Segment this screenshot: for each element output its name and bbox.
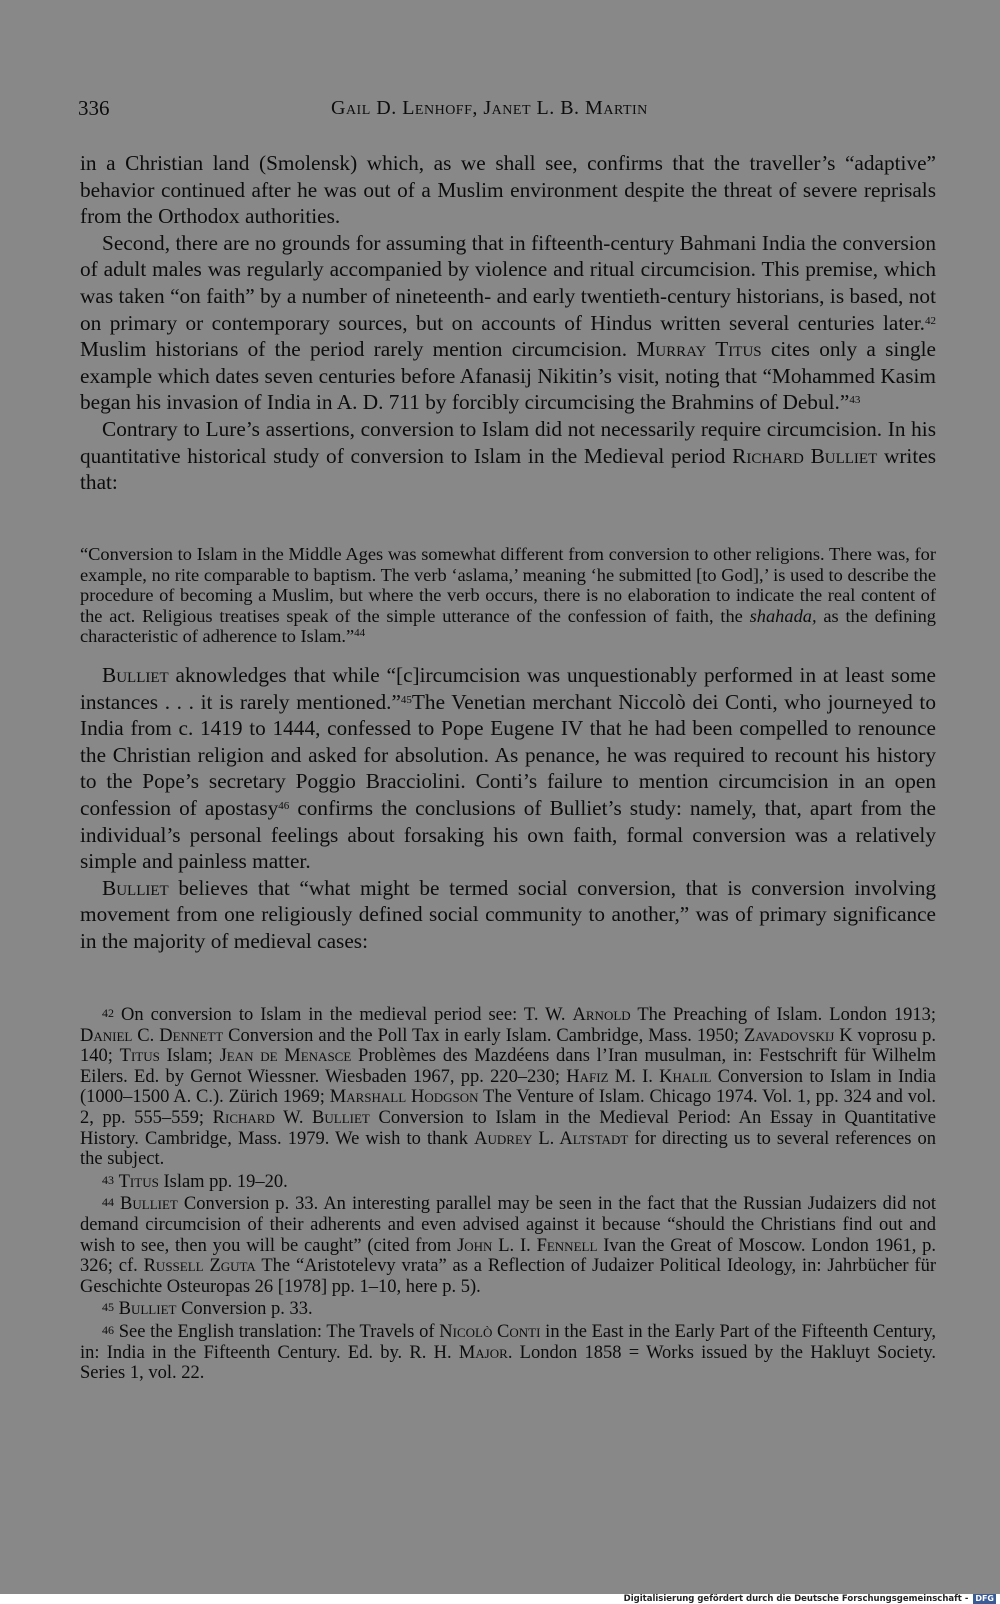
footnote-42 [80,1003,936,1170]
author-name: John L. I. Fennell [457,1235,598,1256]
paragraph-3-text-b: writes that: [80,443,936,495]
paragraph-2 [80,230,936,416]
paragraph-3 [80,416,936,496]
footnote-text: Ivan the Great of Moscow. London 1961, p. 326; cf. [80,1235,937,1277]
author-name: Audrey L. Altstadt [474,1128,629,1149]
footnote-43 [80,1170,936,1193]
footnote-text: See the English translation: The Travels of [114,1321,440,1342]
footnote-45 [80,1297,936,1320]
author-name: Murray Titus [636,337,762,362]
author-name: Arnold [572,1005,631,1025]
footnote-text: in the East in the Early Part of the Fifteenth Century, in: India in the Fifteenth Century. Ed. by. R. H. [80,1321,937,1363]
footnote-text: On conversion to Islam in the medieval period see: T. W. [114,1005,573,1025]
body-block-top [80,150,936,496]
paragraph-3-text-a: Contrary to Lure’s assertions, conversion to Islam did not necessarily require circumcision. In his quantitative historical study of conversion to Islam in the Medieval period [80,416,936,468]
footnote-44 [80,1192,936,1297]
paragraph-4 [80,662,936,875]
paragraph-1 [80,150,936,230]
footnotes [80,1003,936,1384]
footnote-number: 42 [102,1006,114,1020]
author-name: Titus [118,1171,159,1192]
author-name: Jean de Menasce [219,1046,352,1067]
author-name: Richard Bulliet [732,443,878,468]
paragraph-4-text-b: The Venetian merchant Niccolò dei Conti, who journeyed to India from c. 1419 to 1444, confessed to Pope Eugene IV that he had been compelled to renounce the Christian religion and asked for absolution. As penance, he was required to recount his history to the Pope’s secretary Poggio Bracciolini. Conti’s failure to mention circumcision in an open confession of apostasy [80,689,936,820]
quote-italic-term: shahada, [749,605,817,626]
running-head: Gail D. Lenhoff, Janet L. B. Martin [331,97,648,119]
footnote-text: K voprosu p. 140; [80,1025,936,1067]
footnote-46 [80,1320,936,1384]
footnote-number: 44 [102,1195,114,1210]
author-name: Bulliet [102,663,169,687]
author-name: Nicolò Conti [439,1321,541,1342]
footnote-number: 46 [102,1322,114,1337]
footnote-text: Conversion to Islam in the Medieval Period: An Essay in Quantitative History. Cambridge, Mass. 1979. We wish to thank [80,1107,937,1149]
page-number: 336 [78,96,110,120]
author-name: Bulliet [120,1194,178,1215]
author-name: Marshall Hodgson [329,1087,479,1108]
dfg-logo: DFG [975,1594,994,1603]
footnote-number: 43 [102,1172,114,1187]
footnote-text: Conversion p. 33. [176,1299,313,1320]
footnote-text: Conversion to Islam in India (1000–1500 A. C.). Zürich 1969; [80,1066,936,1108]
author-name: Russell Zguta [143,1256,256,1277]
digitization-credit [624,1594,996,1604]
author-name: Bulliet [118,1299,177,1320]
footnote-text: Problèmes des Mazdéens dans l’Iran musulman, in: Festschrift für Wilhelm Eilers. Ed. by Gernot Wiessner. Wiesbaden 1967, pp. 220–230; [80,1046,936,1087]
paragraph-1-text: in a Christian land (Smolensk) which, as we shall see, confirms that the traveller’s “adaptive” behavior continued after he was out of a Muslim environment despite the threat of severe reprisals from the Orthodox authorities. [80,151,936,229]
paragraph-5-text: believes that “what might be termed social conversion, that is conversion involving movement from one religiously defined social community to another,” was of primary significance in the majority of medieval cases: [80,875,936,953]
paragraph-2-text-a: Second, there are no grounds for assuming that in fifteenth-century Bahmani India the conversion of adult males was regularly accompanied by violence and ritual circumcision. This premise, which was taken “on faith” by a number of nineteenth- and early twentieth-century historians, is based, not on primary or contemporary sources, but on accounts of Hindus written several centuries later. [80,230,936,335]
author-name: Zavadovskij [743,1025,835,1046]
footnote-ref-46: 46 [278,799,290,812]
footnote-ref-44: 44 [354,627,366,640]
author-name: Titus [119,1046,160,1067]
paragraph-2-text-c: cites only a single example which dates seven centuries before Afanasij Nikitin’s visit, noting that “Mohammed Kasim began his invasion of India in A. D. 711 by forcibly circumcising the Brahmins of Debul.” [80,337,936,415]
author-name: Hafiz M. I. Khalil [566,1066,712,1087]
quote-text-a: “Conversion to Islam in the Middle Ages was somewhat different from conversion to other religions. There was, for example, no rite comparable to baptism. The verb ‘aslama,’ meaning ‘he submitted [to God],’ is used to describe the procedure of becoming a Muslim, but where the verb occurs, there is no elaboration to indicate the real content of the act. Religious treatises speak of the simple utterance of the confession of faith, the [80,544,936,626]
quote-paragraph [80,544,936,647]
footnote-ref-42: 42 [925,314,936,327]
footnote-number: 45 [102,1300,114,1315]
footnote-ref-43: 43 [849,394,861,407]
footnote-text: The Preaching of Islam. London 1913; [630,1005,936,1025]
footnote-text: The Venture of Islam. Chicago 1974. Vol. 1, pp. 324 and vol. 2, pp. 555–559; [80,1087,936,1128]
page-header [78,96,948,126]
paragraph-4-text-c: confirms the conclusions of Bulliet’s study: namely, that, apart from the individual’s personal feelings about forsaking his own faith, formal conversion was a relatively simple and painless matter. [80,795,936,874]
footnote-text: Conversion p. 33. An interesting parallel may be seen in the fact that the Russian Judaizers did not demand circumcision of their adherents and even advised against it because “should the Christians find out and wish to see, then you will be caught” (cited from [80,1194,937,1256]
footnote-ref-45: 45 [400,693,412,706]
author-name: Bulliet [102,875,169,900]
author-name: Daniel C. Dennett [80,1025,224,1046]
author-name: Major [458,1342,508,1363]
paragraph-2-text-b: Muslim historians of the period rarely mention circumcision. [80,337,637,362]
paragraph-5 [80,875,936,955]
paragraph-4-text-a: aknowledges that while “[c]ircumcision was unquestionably performed in at least some instances . . . it is rarely mentioned.” [80,663,936,714]
author-name: Richard W. Bulliet [212,1107,370,1128]
digitization-credit-text: Digitalisierung gefördert durch die Deutsche Forschungsgemeinschaft - [623,1594,969,1604]
quote-text-b: as the defining characteristic of adherence to Islam.” [80,605,936,647]
body-block-bottom [80,662,936,955]
footnote-text: . London 1858 = Works issued by the Hakluyt Society. Series 1, vol. 22. [80,1342,936,1384]
footnote-text: Conversion and the Poll Tax in early Islam. Cambridge, Mass. 1950; [223,1025,744,1046]
block-quote [80,544,936,647]
footnote-text: Islam; [159,1046,220,1067]
footnote-text: The “Aristotelevy vrata” as a Reflection of Judaizer Political Ideology, in: Jahrbücher für Geschichte Osteuropas 26 [1978] pp. 1–10, here p. 5). [80,1256,936,1297]
footnote-text: for directing us to several references on the subject. [80,1128,936,1170]
footnote-text: Islam pp. 19–20. [158,1171,288,1192]
